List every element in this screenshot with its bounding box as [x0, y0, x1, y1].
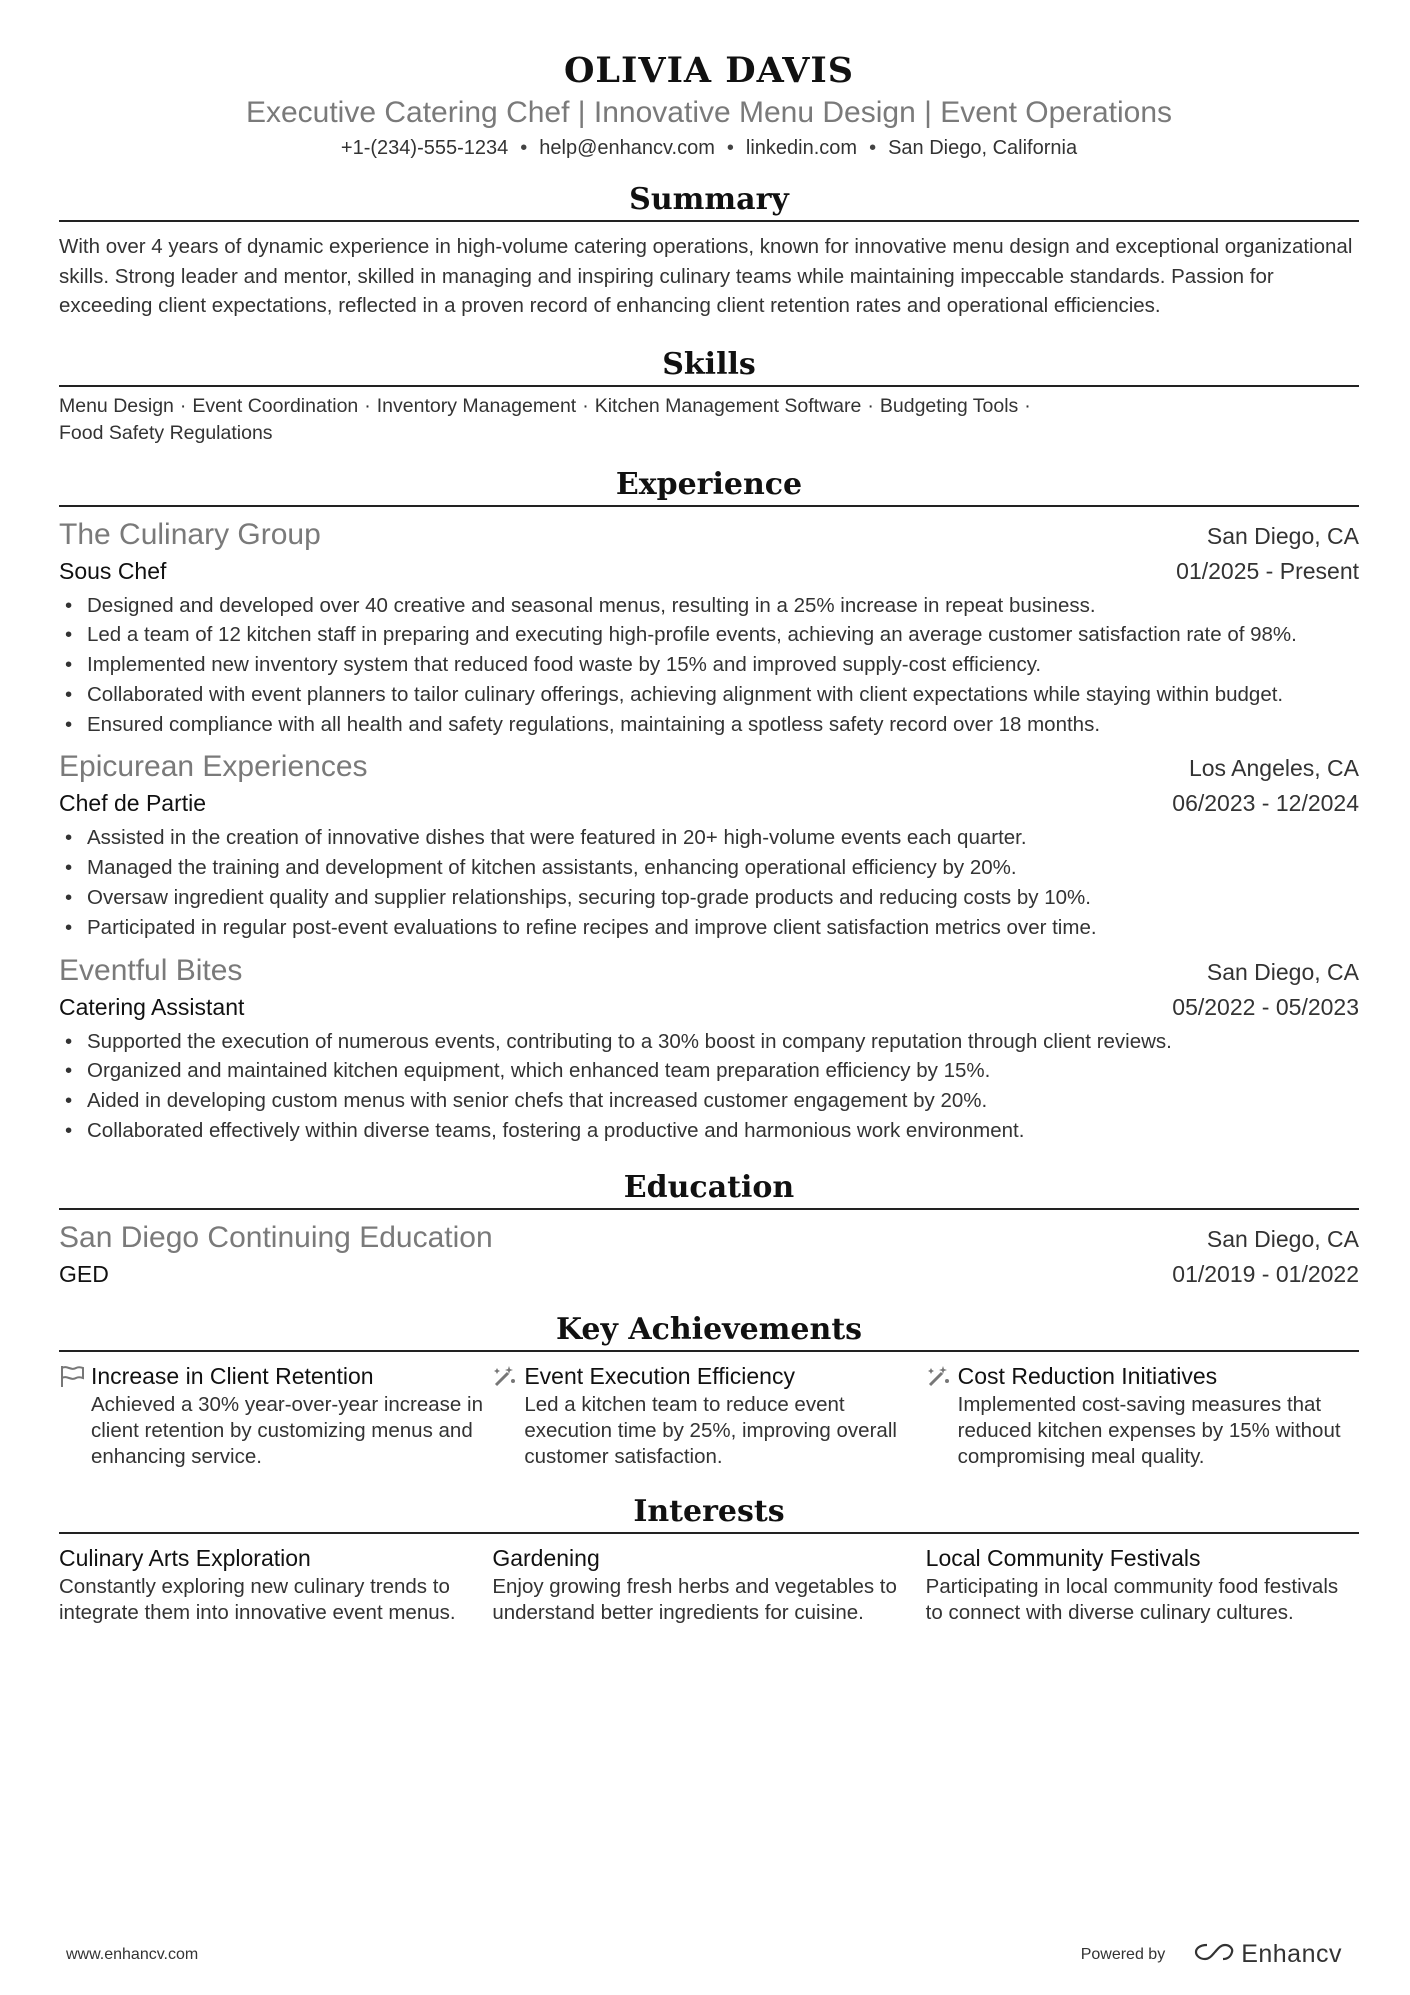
job-location: San Diego, CA	[1206, 958, 1359, 985]
magic-wand-icon	[926, 1360, 958, 1470]
job-role: Catering Assistant	[59, 993, 245, 1020]
skill-item: Inventory Management	[376, 394, 577, 417]
interest-title: Culinary Arts Exploration	[59, 1544, 311, 1571]
school-name: San Diego Continuing Education	[59, 1220, 493, 1254]
list-item: • Managed the training and development of kitchen assistants, enhancing operational efficiency by 20%.	[59, 853, 1359, 883]
list-item: • Led a team of 12 kitchen staff in preparing and executing high-profile events, achieving an average customer satisfaction rate of 98%.	[59, 620, 1359, 650]
list-item: • Oversaw ingredient quality and supplier relationships, securing top-grade products and reducing costs by 10%.	[59, 883, 1359, 913]
flag-icon	[59, 1360, 91, 1470]
achievements-grid	[59, 1360, 1359, 1470]
skill-item: Event Coordination	[192, 394, 359, 417]
school-location: San Diego, CA	[1206, 1225, 1359, 1252]
contact-phone[interactable]: +1-(234)-555-1234	[340, 137, 509, 159]
interest-desc: Constantly exploring new culinary trends to integrate them into innovative event menus.	[59, 1574, 456, 1624]
contact-linkedin[interactable]: linkedin.com	[745, 137, 858, 159]
company-name: The Culinary Group	[59, 517, 321, 551]
summary-text: With over 4 years of dynamic experience in high-volume catering operations, known for innovative menu design and exceptional organizational skills. Strong leader and mentor, skilled in managing and inspiring culinary teams while maintaining impeccable standards. Passion for exceeding client expectations, reflected in a proven record of enhancing client retention rates and operational efficiencies.	[59, 235, 1353, 317]
contact-email[interactable]: help@enhancv.com	[539, 137, 715, 159]
footer-site-link[interactable]: www.enhancv.com	[66, 1945, 199, 1963]
achievement-item	[492, 1360, 925, 1470]
list-item: • Collaborated with event planners to tailor culinary offerings, achieving alignment with client expectations while staying within budget.	[59, 680, 1359, 710]
powered-by-label: Powered by	[1080, 1945, 1166, 1963]
headline: Executive Catering Chef | Innovative Menu Design | Event Operations	[245, 96, 1173, 129]
candidate-name: OLIVIA DAVIS	[563, 50, 855, 91]
achievement-title: Event Execution Efficiency	[524, 1362, 795, 1389]
list-item: • Assisted in the creation of innovative dishes that were featured in 20+ high-volume events each quarter.	[59, 823, 1359, 853]
skills-heading: Skills	[662, 346, 756, 382]
skill-item: Menu Design	[59, 394, 174, 417]
contact-line	[59, 134, 1359, 162]
experience-heading: Experience	[615, 466, 803, 502]
job-dates: 06/2023 - 12/2024	[1172, 790, 1359, 817]
achievement-item	[59, 1360, 492, 1470]
separator-dot: •	[869, 137, 877, 159]
job-role: Sous Chef	[59, 557, 167, 584]
job-dates: 05/2022 - 05/2023	[1172, 993, 1359, 1020]
education-dates: 01/2019 - 01/2022	[1172, 1260, 1359, 1287]
list-item: • Implemented new inventory system that reduced food waste by 15% and improved supply-cost efficiency.	[59, 650, 1359, 680]
separator-dot: •	[520, 137, 528, 159]
education-entry	[59, 1218, 1359, 1290]
interest-desc: Enjoy growing fresh herbs and vegetables to understand better ingredients for cuisine.	[492, 1574, 897, 1624]
resume-page	[59, 0, 1359, 1626]
job-role: Chef de Partie	[59, 790, 207, 817]
section-divider	[59, 1532, 1359, 1534]
contact-location: San Diego, California	[888, 137, 1078, 159]
job-entry	[59, 747, 1359, 942]
list-item: • Collaborated effectively within diverse teams, fostering a productive and harmonious work environment.	[59, 1116, 1359, 1146]
section-divider	[59, 220, 1359, 222]
page-footer	[66, 1940, 1342, 1969]
interest-title: Gardening	[492, 1544, 600, 1571]
job-bullets	[59, 1027, 1359, 1146]
summary-heading: Summary	[629, 182, 789, 217]
separator-dot: ·	[582, 394, 589, 417]
degree: GED	[59, 1260, 109, 1287]
achievement-title: Increase in Client Retention	[91, 1362, 374, 1389]
achievement-item	[926, 1360, 1359, 1470]
job-entry	[59, 515, 1359, 740]
section-divider	[59, 1208, 1359, 1210]
job-bullets	[59, 591, 1359, 740]
achievements-heading: Key Achievements	[555, 1311, 863, 1347]
section-divider	[59, 1350, 1359, 1352]
list-item: • Participated in regular post-event evaluations to refine recipes and improve client satisfaction metrics over time.	[59, 913, 1359, 943]
interest-item	[926, 1542, 1359, 1626]
list-item: • Organized and maintained kitchen equipment, which enhanced team preparation efficiency by 15%.	[59, 1056, 1359, 1086]
separator-dot: ·	[179, 394, 187, 417]
separator-dot: ·	[364, 394, 371, 417]
company-name: Epicurean Experiences	[59, 750, 368, 784]
separator-dot: ·	[1024, 394, 1031, 417]
achievement-desc: Implemented cost-saving measures that reduced kitchen expenses by 15% without compromising meal quality.	[957, 1392, 1341, 1468]
section-divider	[59, 505, 1359, 507]
company-name: Eventful Bites	[59, 953, 243, 987]
list-item: • Designed and developed over 40 creative and seasonal menus, resulting in a 25% increase in repeat business.	[59, 591, 1359, 621]
enhancv-logo-icon	[1193, 1941, 1235, 1968]
education-heading: Education	[623, 1169, 795, 1205]
section-divider	[59, 385, 1359, 387]
job-entry	[59, 951, 1359, 1146]
skill-item: Kitchen Management Software	[594, 394, 862, 417]
powered-by	[1081, 1940, 1342, 1969]
achievement-desc: Led a kitchen team to reduce event execution time by 25%, improving overall customer satisfaction.	[524, 1392, 897, 1468]
list-item: • Aided in developing custom menus with senior chefs that increased customer engagement by 20%.	[59, 1086, 1359, 1116]
list-item: • Supported the execution of numerous events, contributing to a 30% boost in company reputation through client reviews.	[59, 1027, 1359, 1057]
interest-item	[492, 1542, 925, 1626]
magic-wand-icon	[492, 1360, 524, 1470]
job-dates: 01/2025 - Present	[1176, 557, 1359, 584]
brand-name[interactable]: Enhancv	[1241, 1940, 1342, 1968]
interest-item	[59, 1542, 492, 1626]
skill-item: Budgeting Tools	[879, 394, 1019, 417]
interest-title: Local Community Festivals	[925, 1544, 1201, 1571]
achievement-title: Cost Reduction Initiatives	[957, 1362, 1218, 1389]
skill-item: Food Safety Regulations	[59, 421, 273, 444]
separator-dot: ·	[867, 394, 874, 417]
list-item: • Ensured compliance with all health and safety regulations, maintaining a spotless safety record over 18 months.	[59, 710, 1359, 740]
job-location: Los Angeles, CA	[1188, 755, 1359, 782]
skills-list	[59, 393, 1359, 447]
job-bullets	[59, 823, 1359, 942]
interest-desc: Participating in local community food festivals to connect with diverse culinary cultures.	[925, 1574, 1339, 1624]
interests-heading: Interests	[633, 1493, 785, 1529]
achievement-desc: Achieved a 30% year-over-year increase in client retention by customizing menus and enhancing service.	[91, 1392, 483, 1468]
separator-dot: •	[726, 137, 734, 159]
job-location: San Diego, CA	[1206, 522, 1359, 549]
interests-grid	[59, 1542, 1359, 1626]
